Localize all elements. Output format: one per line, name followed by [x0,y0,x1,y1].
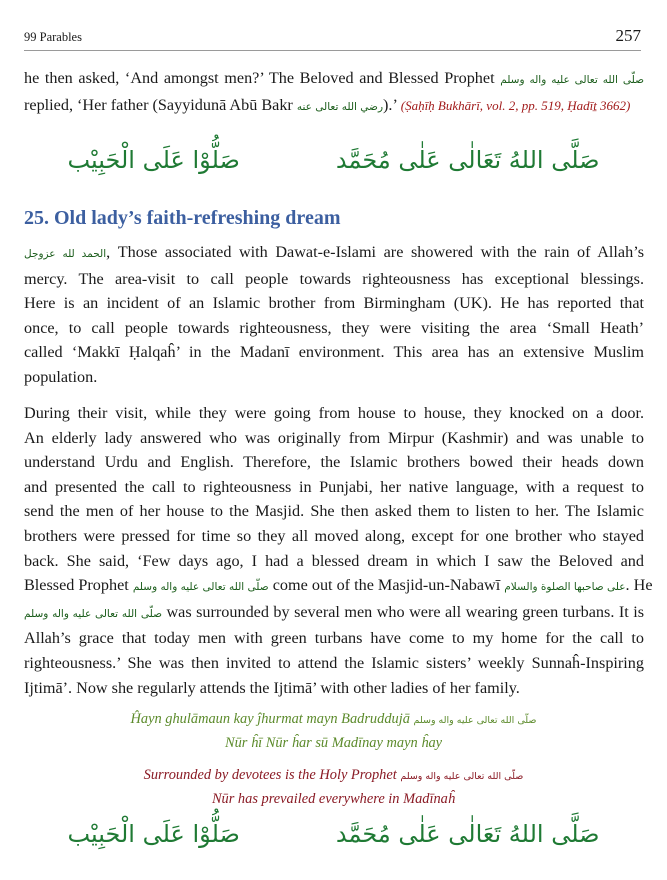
text-segment: During their visit, while they were going from house to house, they knocked on a door. [24,404,644,422]
text-segment: An elderly lady answered who was originally from Mirpur (Kashmir) and was unable to [24,428,644,447]
salat-line-top [0,146,667,174]
arabic-honorific: رضي الله تعالى عنه [296,100,384,113]
text-segment: and presented the call to righteousness in Punjabi, her native language, with a request to [24,477,644,496]
page-number: 257 [615,26,641,45]
text-line [24,267,644,292]
text-segment: send the men of her house to the Masjid. She then asked them to listen to her. The Islamic [24,502,644,521]
text-segment: once, to call people towards righteousness, they were visiting the area ‘Small Heath’ [24,318,644,337]
text-segment: back. She said, ‘Few days ago, I had a blessed dream in which I saw the Beloved and [24,551,644,570]
salat-left-phrase: صَلُّوْا عَلَى الْحَبِيْب [67,820,240,848]
arabic-honorific: الحمد لله عزوجل [24,248,107,260]
text-line [24,316,644,341]
text-line [24,450,644,475]
text-segment: Nūr ĥī Nūr ĥar sū Madīnay mayn ĥay [224,735,443,751]
text-line [24,93,644,120]
salat-line-bottom [0,820,667,848]
text-segment: ).’ [383,95,401,114]
page-header [24,24,641,51]
text-segment: righteousness.’ She was then invited to attend the Islamic sisters’ weekly Sunnaĥ-Inspiring [24,653,644,672]
arabic-honorific: صلّى الله تعالى عليه واله وسلم [400,771,524,782]
text-segment: Surrounded by devotees is the Holy Prophet [143,767,401,783]
paragraph-2 [24,401,653,700]
text-line [24,240,644,267]
text-line [0,788,667,810]
arabic-honorific: صلّى الله تعالى عليه واله وسلم [24,607,162,620]
text-line [24,66,644,93]
verse-english [0,764,667,810]
section-heading: 25. Old lady’s faith-refreshing dream [24,207,341,229]
verse-urdu [0,708,667,754]
text-line [24,291,644,316]
text-line [24,676,644,701]
text-line [24,524,644,549]
text-line [0,732,667,754]
text-line [24,626,644,651]
salat-right-phrase: صَلَّى اللهُ تَعَالٰى عَلٰى مُحَمَّد [335,146,600,174]
text-segment: understand Urdu and English. Therefore, the Islamic brothers bowed their heads down [24,453,644,472]
text-segment: brothers were pressed for time so they all moved along, except for one brother who stayed [24,526,644,545]
text-line [0,764,667,788]
arabic-honorific: على صاحبها الصلوة والسلام [504,581,626,594]
paragraph-1 [24,240,644,390]
text-line [0,708,667,732]
text-segment: he then asked, ‘And amongst men?’ The Beloved and Blessed Prophet [24,69,501,87]
text-line [24,475,644,500]
salat-right-phrase: صَلَّى اللهُ تَعَالٰى عَلٰى مُحَمَّد [335,820,600,848]
text-line [24,365,644,390]
arabic-honorific: صلّى الله تعالى عليه واله وسلم [132,581,269,594]
text-segment: Ijtimā’. Now she regularly attends the Ijtimā’ with other ladies of her family. [24,678,520,697]
text-segment: Ĥayn ghulāmaun kay ĵhurmat mayn Badruddujā [130,711,414,727]
text-segment: was surrounded by several men who were all wearing green turbans. It is [162,602,644,621]
arabic-honorific: صلّى الله تعالى عليه واله وسلم [413,715,537,726]
intro-paragraph [24,66,644,119]
text-line [24,340,644,365]
text-line [24,401,644,426]
text-segment: population. [24,367,98,386]
text-segment: Allah’s grace that today men with green turbans have come to my home for the call to [24,629,644,648]
salat-left-phrase: صَلُّوْا عَلَى الْحَبِيْب [67,146,240,174]
arabic-honorific: صلّى الله تعالى عليه واله وسلم [500,74,644,86]
text-line [24,499,644,524]
text-line [24,573,653,600]
text-segment: called ‘Makkī Ḥalqaĥ’ in the Madanī environment. This area has an extensive Muslim [24,343,644,362]
text-segment: come out of the Masjid-un-Nabawī [268,576,505,595]
text-line [24,600,644,627]
text-line [24,651,644,676]
text-segment: replied, ‘Her father (Sayyidunā Abū Bakr [24,95,297,114]
book-title: 99 Parables [24,30,82,44]
text-segment: Blessed Prophet [24,576,133,595]
text-segment: , Those associated with Dawat-e-Islami are showered with the rain of Allah’s [106,243,644,261]
text-segment: Here is an incident of an Islamic brother from Birmingham (UK). He has reported that [24,294,644,313]
text-segment: Nūr has prevailed everywhere in Madīnaĥ [211,791,456,807]
hadith-citation: (Ṣaḥīḥ Bukhārī, vol. 2, pp. 519, Ḥadīṯ 3662) [400,97,631,113]
text-line [24,426,644,451]
text-segment: mercy. The area-visit to call people towards righteousness has exceptional blessings. [24,269,644,288]
text-line [24,549,644,574]
text-segment: . He [625,576,653,595]
